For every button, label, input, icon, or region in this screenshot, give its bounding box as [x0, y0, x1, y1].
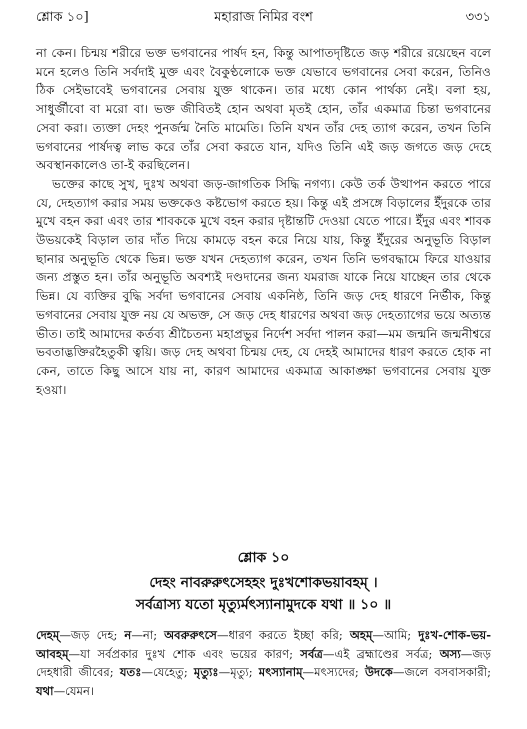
synonym-meaning: —জড় দেহ;: [59, 628, 125, 642]
synonym-meaning: —মৎস্যদের;: [302, 665, 365, 679]
synonym-meaning: —না;: [131, 628, 165, 642]
synonym-term: অহম্‌: [349, 628, 373, 642]
synonym-term: মৃত্যুঃ: [193, 665, 219, 679]
purport-paragraph-2: ভক্তের কাছে সুখ, দুঃখ অথবা জড়-জাগতিক সিদ্ধি নগণ্য। কেউ তর্ক উত্থাপন করতে পারে যে, দেহত্যাগ করার সময় ভক্তকেও কষ্টভোগ করতে হয়। কিন্তু এই প্রসঙ্গে বিড়ালের ইঁদুরকে তার মুখে বহন করা এবং তার শাবককে মুখে বহন করার দৃষ্টান্তটি দেওয়া যেতে পারে। ইঁদুর এবং শাবক উভয়কেই বিড়াল তার দাঁত দিয়ে কামড়ে বহন করে নিয়ে যায়, কিন্তু ইঁদুরের অনুভূতি বিড়াল ছানার অনুভূতি থেকে ভিন্ন। ভক্ত যখন দেহত্যাগ করেন, তখন তিনি ভগবদ্ধামে ফিরে যাওয়ার জন্য প্রস্তুত হন। তাঁর অনুভূতি অবশ্যই দণ্ডদানের জন্য যমরাজ যাকে নিয়ে যাচ্ছেন তার থেকে ভিন্ন। যে ব্যক্তির বুদ্ধি সর্বদা ভগবানের সেবায় একনিষ্ঠ, তিনি জড় দেহ ধারণে নির্ভীক, কিন্তু ভগবানের সেবায় যুক্ত নয় যে অভক্ত, সে জড় দেহ ধারণের অথবা জড় দেহত্যাগের ভয়ে অত্যন্ত ভীত। তাই আমাদের কর্তব্য শ্রীচৈতন্য মহাপ্রভুর নির্দেশ সর্বদা পালন করা—মম জন্মনি জন্মনীশ্বরে ভবতাদ্ভক্তিরহৈতুকী ত্বয়ি। জড় দেহ অথবা চিন্ময় দেহ, যে দেহই আমাদের ধারণ করতে হোক না কেন, তাতে কিছু আসে যায় না, কারণ আমাদের একমাত্র আকাঙ্ক্ষা ভগবানের সেবায় যুক্ত হওয়া।: [36, 176, 491, 397]
purport: [36, 44, 491, 399]
synonym-term: মৎস্যানাম্‌: [258, 665, 303, 679]
synonym-term: ন: [124, 628, 132, 642]
synonym-term: যথা: [36, 683, 54, 698]
synonym-term: অবরুরুৎসে: [164, 628, 217, 642]
synonym-meaning: —যা সর্বপ্রকার দুঃখ শোক এবং ভয়ের কারণ;: [68, 646, 301, 661]
synonym-term: সর্বত্র: [300, 646, 323, 661]
synonym-meaning: —জলে বসবাসকারী;: [392, 665, 491, 679]
synonym-meaning: —যেহেতু;: [141, 665, 194, 679]
verse-line-2: সর্বত্রাস্য যতো মৃত্যুর্মৎস্যানামুদকে যথা ॥ ১০ ॥: [135, 597, 392, 613]
verse-line-1: দেহং নাবরুরুৎসেহহং দুঃখশোকভয়াবহম্‌ ।: [149, 575, 378, 591]
purport-paragraph-1: না কেন। চিন্ময় শরীরে ভক্ত ভগবানের পার্ষদ হন, কিন্তু আপাতদৃষ্টিতে জড় শরীরে রয়েছেন বলে মনে হলেও তিনি সর্বদাই মুক্ত এবং বৈকুণ্ঠলোকে ভক্ত যেভাবে ভগবানের সেবা করেন, তিনিও ঠিক সেইভাবেই ভগবানের সেবায় যুক্ত থাকেন। তার মধ্যে কোন পার্থক্য নেই। বলা হয়, সাধুর্জীবো বা মরো বা। ভক্ত জীবিতই হোন অথবা মৃতই হোন, তাঁর একমাত্র চিন্তা ভগবানের সেবা করা। ত্যক্তা দেহং পুনর্জন্ম নৈতি মামেতি। তিনি যখন তাঁর দেহ ত্যাগ করেন, তখন তিনি ভগবানের পার্ষদত্ব লাভ করে তাঁর সেবা করতে যান, যদিও তিনি এই জড় জগতে জড় দেহে অবস্থানকালেও তা-ই করছিলেন।: [36, 46, 491, 173]
synonym-term: দেহম্‌: [36, 628, 60, 642]
synonym-meaning: —ধারণ করতে ইচ্ছা করি;: [216, 628, 350, 642]
chapter-title: মহারাজ নিমির বংশ: [214, 10, 313, 25]
synonym-meaning: —মৃত্যু;: [218, 665, 259, 679]
page-number: ৩৩১: [465, 10, 491, 25]
verse-reference: শ্লোক ১০]: [36, 10, 89, 25]
synonym-meaning: —আমি;: [372, 628, 419, 642]
synonym-meaning: —যেমন।: [53, 683, 95, 698]
verse-title: শ্লোক ১০: [237, 550, 290, 566]
synonym-term: উদকে: [364, 665, 393, 679]
verse-text: [0, 572, 527, 616]
synonym-term: অস্য: [439, 646, 461, 661]
synonym-meaning: —জড় দেহধারী জীবের;: [36, 646, 491, 679]
page-header: [36, 8, 491, 30]
synonym-term: যতঃ: [119, 665, 142, 679]
synonym-term: দুঃখ-শোক-ভয়-আবহম্‌: [36, 628, 492, 661]
synonym-meaning: —এই ব্রহ্মাণ্ডের সর্বত্র;: [322, 646, 440, 661]
synonyms: [36, 626, 491, 700]
